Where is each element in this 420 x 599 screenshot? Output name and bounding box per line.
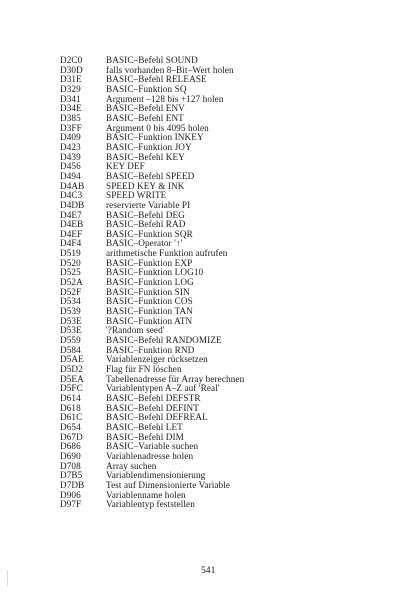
address: D5FC: [60, 383, 83, 394]
address: D4E7: [60, 209, 82, 220]
address: D7B5: [60, 470, 83, 481]
description: BASIC–Befehl DIM: [106, 431, 184, 442]
description: '?Random seed': [106, 325, 165, 336]
description: Variablenname holen: [106, 489, 186, 500]
table-row: [60, 500, 400, 510]
description: BASIC–Befehl RELEASE: [106, 74, 207, 85]
description: BASIC–Funktion RND: [106, 344, 195, 355]
description: BASIC–Funktion TAN: [106, 306, 193, 317]
address: D690: [60, 450, 81, 461]
address: D4F4: [60, 238, 82, 249]
address: D618: [60, 402, 81, 413]
address: D7DB: [60, 479, 85, 490]
margin-mark: [7, 570, 8, 586]
description: KEY DEF: [106, 161, 145, 172]
address: D423: [60, 141, 81, 152]
address: D97F: [60, 499, 82, 510]
address: D614: [60, 392, 81, 403]
description: BASIC–Funktion JOY: [106, 141, 192, 152]
address: D520: [60, 257, 81, 268]
address: D34E: [60, 103, 82, 114]
description: BASIC–Befehl DEFREAL: [106, 412, 208, 423]
description: SPEED KEY & INK: [106, 180, 185, 191]
address: D559: [60, 335, 81, 346]
description: Argument 0 bis 4095 holen: [106, 122, 209, 133]
description: Test auf Dimensionierte Variable: [106, 479, 231, 490]
description: falls vorhanden 8–Bit–Wert holen: [106, 64, 234, 75]
description: arithmetische Funktion aufrufen: [106, 248, 228, 259]
address: D30D: [60, 64, 83, 75]
description: SPEED WRITE: [106, 190, 167, 201]
description: BASIC–Operator '↑': [106, 238, 183, 249]
description: BASIC–Befehl ENT: [106, 112, 184, 123]
address: D519: [60, 248, 81, 259]
address-table: [60, 56, 400, 510]
address: D5EA: [60, 373, 84, 384]
description: Variablentypen A–Z auf 'Real': [106, 383, 220, 394]
address: D3FF: [60, 122, 82, 133]
address: D494: [60, 170, 81, 181]
address: D31E: [60, 74, 82, 85]
address: D654: [60, 421, 81, 432]
description: BASIC–Funktion SIN: [106, 286, 190, 297]
address: D4DB: [60, 199, 85, 210]
address: D61C: [60, 412, 83, 423]
description: reservierte Variable PI: [106, 199, 191, 210]
description: BASIC–Befehl DEG: [106, 209, 185, 220]
description: Variablendimensionierung: [106, 470, 206, 481]
address: D584: [60, 344, 81, 355]
address: D439: [60, 151, 81, 162]
address: D539: [60, 306, 81, 317]
address: D53E: [60, 325, 82, 336]
description: BASIC–Befehl DEFSTR: [106, 392, 201, 403]
address: D409: [60, 132, 81, 143]
address: D525: [60, 267, 81, 278]
address: D4EF: [60, 228, 83, 239]
address: D385: [60, 112, 81, 123]
address: D4EB: [60, 219, 84, 230]
description: BASIC–Funktion LOG: [106, 277, 194, 288]
description: BASIC–Befehl RANDOMIZE: [106, 335, 222, 346]
description: BASIC–Befehl KEY: [106, 151, 185, 162]
address: D53E: [60, 315, 82, 326]
description: BASIC–Funktion SQ: [106, 83, 187, 94]
description: BASIC–Funktion SQR: [106, 228, 193, 239]
address: D341: [60, 93, 81, 104]
description: Array suchen: [106, 460, 157, 471]
address: D456: [60, 161, 81, 172]
address: D329: [60, 83, 81, 94]
address: D534: [60, 296, 81, 307]
description: BASIC–Funktion LOG10: [106, 267, 204, 278]
description: BASIC–Funktion EXP: [106, 257, 193, 268]
description: BASIC–Befehl RAD: [106, 219, 186, 230]
address: D5D2: [60, 364, 83, 374]
description: BASIC–Befehl LET: [106, 421, 183, 432]
address: D4C3: [60, 190, 83, 201]
description: BASIC–Funktion COS: [106, 296, 193, 307]
address: D708: [60, 460, 81, 471]
description: BASIC–Befehl SPEED: [106, 170, 195, 181]
description: Variablenadresse holen: [106, 450, 194, 461]
address: D4AB: [60, 180, 85, 191]
address: D52F: [60, 286, 82, 297]
address: D52A: [60, 277, 83, 288]
address: D67D: [60, 431, 83, 442]
page-number: 541: [201, 565, 216, 576]
description: Tabellenadresse für Array berechnen: [106, 373, 245, 384]
address: D5AE: [60, 354, 84, 365]
address: D686: [60, 441, 81, 452]
description: BASIC–Funktion INKEY: [106, 132, 204, 143]
description: Flag für FN löschen: [106, 364, 182, 374]
address: D2C0: [60, 55, 83, 65]
description: BASIC–Funktion ATN: [106, 315, 193, 326]
description: BASIC–Befehl SOUND: [106, 55, 198, 65]
description: BASIC–Befehl DEFINT: [106, 402, 200, 413]
description: BASIC–Befehl ENV: [106, 103, 185, 114]
description: Variablentyp feststellen: [106, 499, 195, 510]
description: Argument –128 bis +127 holen: [106, 93, 224, 104]
address: D906: [60, 489, 81, 500]
description: Variablenzeiger rücksetzen: [106, 354, 208, 365]
description: BASIC–Variable suchen: [106, 441, 199, 452]
